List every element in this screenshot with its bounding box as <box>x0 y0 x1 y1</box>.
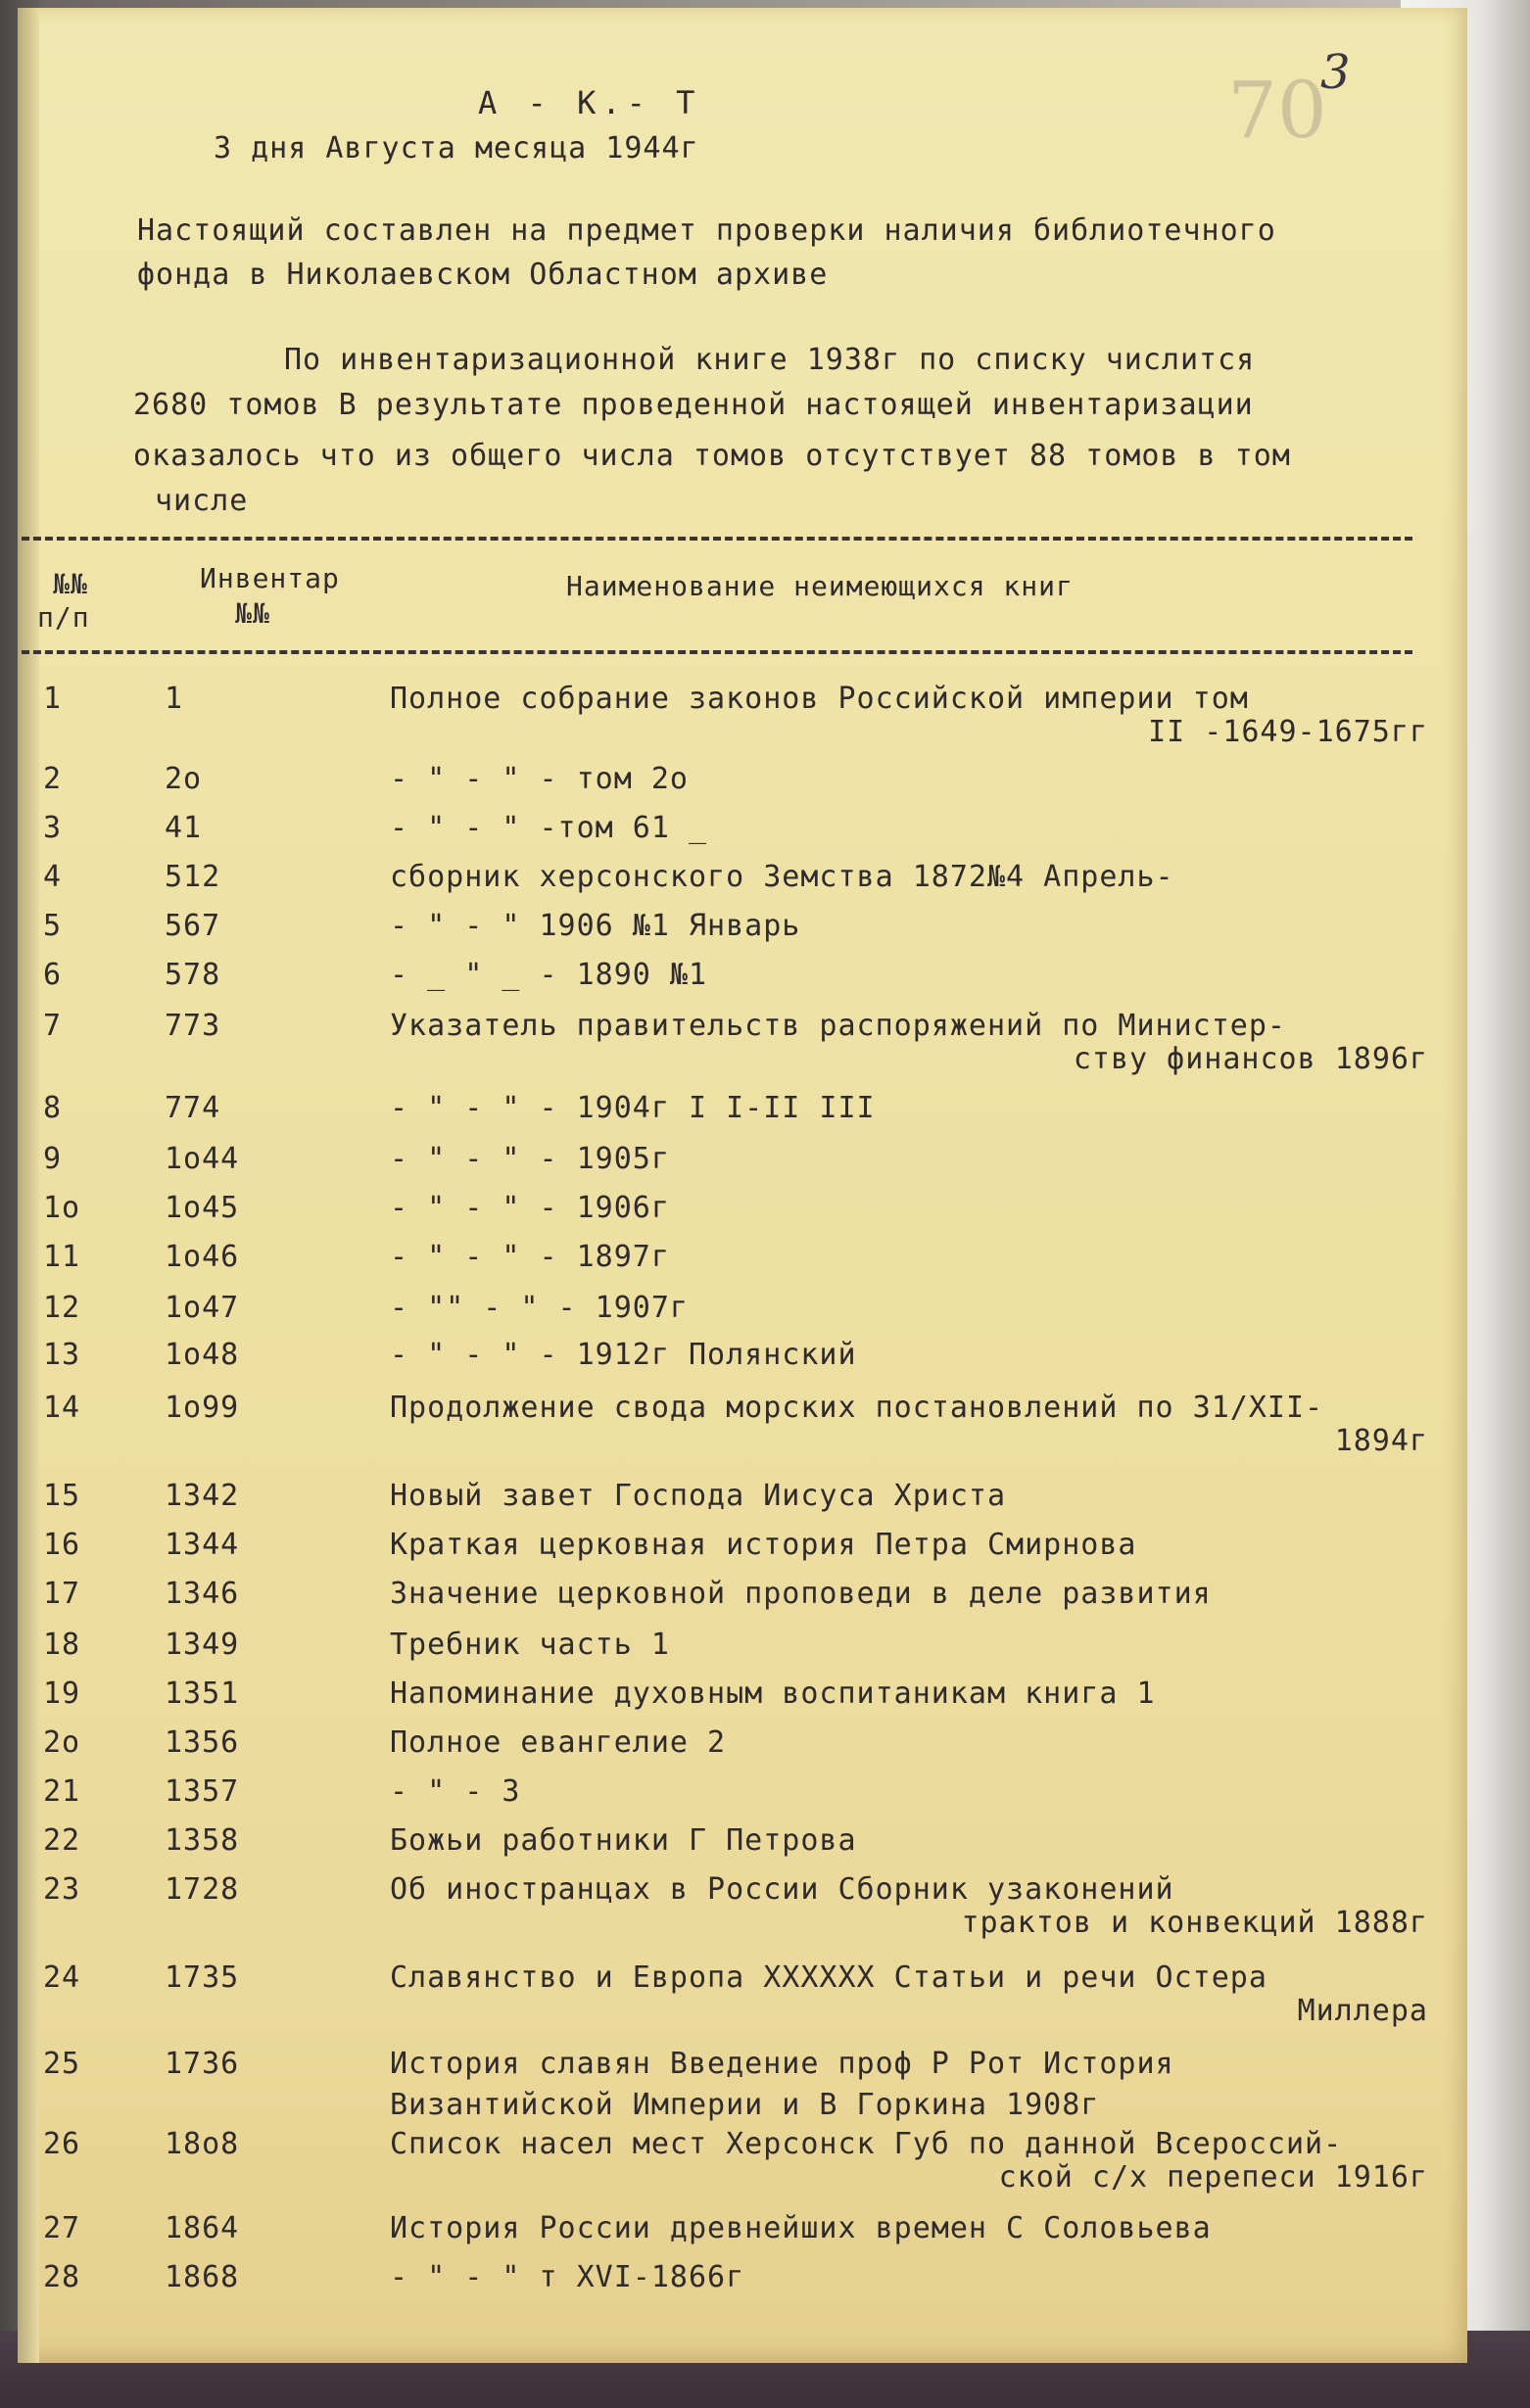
row-inventory-number: 1346 <box>165 1577 240 1611</box>
row-number: 8 <box>43 1091 63 1125</box>
row-number: 24 <box>43 1960 81 1995</box>
row-book-title: Указатель правительств распоряжений по Министер- <box>390 1009 1286 1043</box>
intro-line-1: Настоящий составлен на предмет проверки наличия библиотечного <box>137 213 1276 248</box>
row-book-title: Византийской Империи и В Горкина 1908г <box>390 2088 1100 2122</box>
row-inventory-number: 1о44 <box>165 1142 240 1176</box>
row-inventory-number: 1349 <box>165 1628 240 1662</box>
row-book-title: История России древнейших времен С Соловьева <box>390 2211 1212 2245</box>
row-book-title: - " - 3 <box>390 1774 521 1809</box>
row-number: 19 <box>43 1676 81 1711</box>
row-inventory-number: 578 <box>165 958 221 992</box>
row-number: 11 <box>43 1240 81 1274</box>
row-number: 25 <box>43 2047 81 2081</box>
row-inventory-number: 773 <box>165 1009 221 1043</box>
row-book-title-continued: 1894г <box>1334 1424 1428 1458</box>
body-line-4: числе <box>155 484 249 518</box>
row-number: 27 <box>43 2211 81 2245</box>
row-book-title: - " - " -том 61 _ <box>390 811 708 845</box>
row-number: 21 <box>43 1774 81 1809</box>
row-book-title: - " - " - 1897г <box>390 1240 670 1274</box>
page-binding-edge <box>18 8 39 2363</box>
row-number: 9 <box>43 1142 63 1176</box>
row-inventory-number: 567 <box>165 909 221 943</box>
row-number: 17 <box>43 1577 81 1611</box>
row-number: 5 <box>43 909 63 943</box>
header-no-line2: п/п <box>37 601 90 634</box>
row-book-title: сборник херсонского Земства 1872№4 Апрель- <box>390 860 1174 894</box>
row-book-title: Требник часть 1 <box>390 1628 670 1662</box>
row-inventory-number: 2о <box>165 762 203 796</box>
row-inventory-number: 1о99 <box>165 1391 240 1425</box>
body-line-2: 2680 томов В результате проведенной настоящей инвентаризации <box>133 388 1254 422</box>
row-number: 16 <box>43 1528 81 1562</box>
row-number: 2о <box>43 1725 81 1760</box>
row-number: 2 <box>43 762 63 796</box>
row-book-title: - " - " - 1904г I I-II III <box>390 1091 876 1125</box>
header-no-line1: №№ <box>53 568 88 600</box>
row-book-title: - _ " _ - 1890 №1 <box>390 958 708 992</box>
row-number: 18 <box>43 1628 81 1662</box>
row-inventory-number: 1864 <box>165 2211 240 2245</box>
row-number: 12 <box>43 1291 81 1325</box>
row-book-title: - " - " 1906 №1 Январь <box>390 909 801 943</box>
row-inventory-number: 1о47 <box>165 1291 240 1325</box>
row-inventory-number: 1358 <box>165 1823 240 1858</box>
pencil-archive-mark: 70 <box>1227 65 1327 156</box>
row-book-title: - "" - " - 1907г <box>390 1291 689 1325</box>
row-inventory-number: 1735 <box>165 1960 240 1995</box>
intro-line-2: фонда в Николаевском Областном архиве <box>137 258 829 292</box>
row-inventory-number: 1736 <box>165 2047 240 2081</box>
row-book-title: - " - " - 1905г <box>390 1142 670 1176</box>
document-page <box>18 8 1467 2363</box>
row-inventory-number: 512 <box>165 860 221 894</box>
row-number: 26 <box>43 2127 81 2161</box>
row-book-title: - " - " - 1912г Полянский <box>390 1338 857 1372</box>
row-inventory-number: 1о45 <box>165 1191 240 1225</box>
document-date: 3 дня Августа месяца 1944г <box>214 131 699 165</box>
header-title-column: Наименование неимеющихся книг <box>566 570 1074 602</box>
row-number: 15 <box>43 1479 81 1513</box>
body-line-3: оказалось что из общего числа томов отсутствует 88 томов в том <box>133 439 1291 473</box>
row-number: 28 <box>43 2260 81 2294</box>
row-book-title: Полное евангелие 2 <box>390 1725 727 1760</box>
row-number: 1о <box>43 1191 81 1225</box>
row-book-title: Значение церковной проповеди в деле развития <box>390 1577 1212 1611</box>
row-book-title: Об иностранцах в России Сборник узаконений <box>390 1872 1174 1907</box>
row-inventory-number: 1728 <box>165 1872 240 1907</box>
table-header-rule <box>22 650 1412 654</box>
body-line-1: По инвентаризационной книге 1938г по списку числится <box>284 343 1256 377</box>
table-top-rule <box>22 537 1412 541</box>
row-inventory-number: 1356 <box>165 1725 240 1760</box>
row-book-title: История славян Введение проф Р Рот История <box>390 2047 1174 2081</box>
row-book-title: Славянство и Европа ХХХХХХ Статьи и речи Остера <box>390 1960 1267 1995</box>
row-inventory-number: 1357 <box>165 1774 240 1809</box>
header-inventory-line1: Инвентар <box>200 562 340 594</box>
row-book-title-continued: ству финансов 1896г <box>1073 1042 1428 1076</box>
row-number: 23 <box>43 1872 81 1907</box>
row-inventory-number: 1344 <box>165 1528 240 1562</box>
row-number: 4 <box>43 860 63 894</box>
row-number: 13 <box>43 1338 81 1372</box>
row-book-title-continued: ской с/х перепеси 1916г <box>998 2160 1428 2195</box>
row-inventory-number: 1868 <box>165 2260 240 2294</box>
row-book-title-continued: II -1649-1675гг <box>1148 715 1428 749</box>
row-inventory-number: 1о48 <box>165 1338 240 1372</box>
row-inventory-number: 1351 <box>165 1676 240 1711</box>
row-number: 3 <box>43 811 63 845</box>
row-book-title: - " - " - том 2о <box>390 762 689 796</box>
row-book-title: - " - " т XVI-1866г <box>390 2260 745 2294</box>
header-inventory-line2: №№ <box>235 597 270 630</box>
row-book-title: Продолжение свода морских постановлений по 31/XII- <box>390 1391 1324 1425</box>
row-book-title: Полное собрание законов Российской империи том <box>390 682 1249 716</box>
page-number: 3 <box>1320 45 1351 100</box>
row-inventory-number: 1342 <box>165 1479 240 1513</box>
row-number: 6 <box>43 958 63 992</box>
row-book-title: Божьи работники Г Петрова <box>390 1823 857 1858</box>
row-book-title: - " - " - 1906г <box>390 1191 670 1225</box>
row-book-title-continued: трактов и конвекций 1888г <box>961 1906 1428 1940</box>
row-number: 14 <box>43 1391 81 1425</box>
row-number: 7 <box>43 1009 63 1043</box>
row-inventory-number: 1 <box>165 682 184 716</box>
row-book-title: Краткая церковная история Петра Смирнова <box>390 1528 1137 1562</box>
row-inventory-number: 41 <box>165 811 203 845</box>
row-number: 1 <box>43 682 63 716</box>
row-number: 22 <box>43 1823 81 1858</box>
row-inventory-number: 774 <box>165 1091 221 1125</box>
row-inventory-number: 1о46 <box>165 1240 240 1274</box>
row-book-title: Новый завет Господа Иисуса Христа <box>390 1479 1007 1513</box>
row-book-title: Напоминание духовным воспитаникам книга 1 <box>390 1676 1156 1711</box>
document-title: А - К.- Т <box>478 84 701 121</box>
row-book-title-continued: Миллера <box>1297 1994 1428 2028</box>
row-inventory-number: 18о8 <box>165 2127 240 2161</box>
row-book-title: Список насел мест Херсонск Губ по данной Всероссий- <box>390 2127 1343 2161</box>
